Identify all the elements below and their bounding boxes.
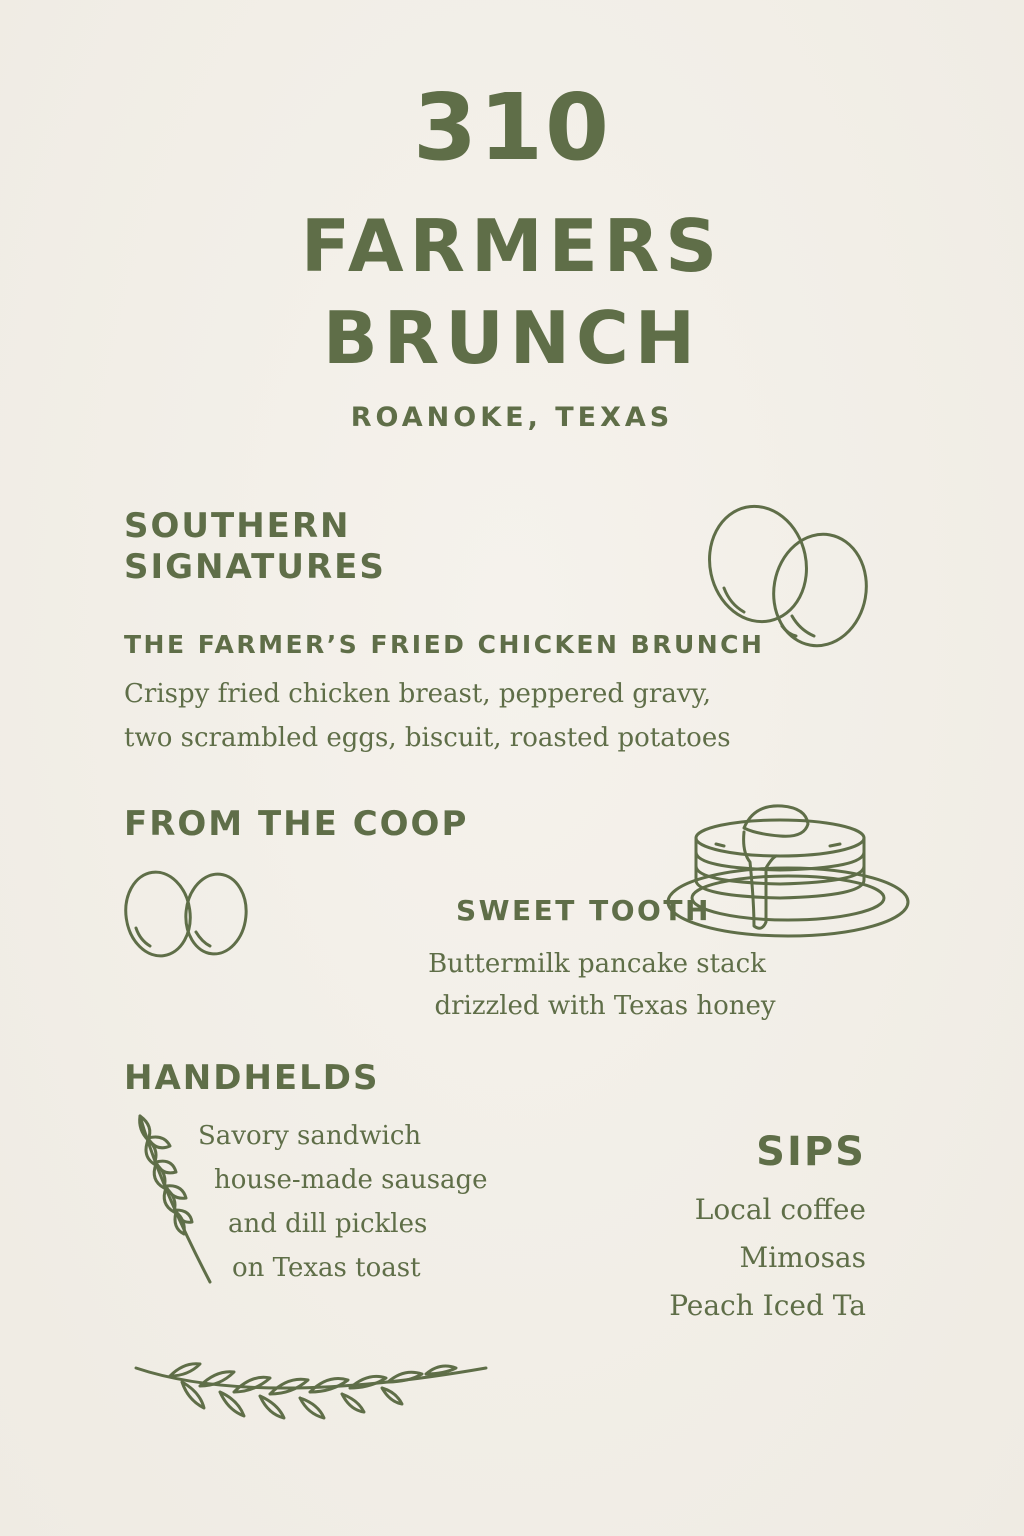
item-desc-line2: drizzled with Texas honey [434, 991, 776, 1021]
section-heading-southern-line1: SOUTHERN [124, 506, 351, 546]
sips-item-peach-tea: Peach Iced Ta [669, 1289, 866, 1322]
section-heading-southern-line2: SIGNATURES [124, 546, 386, 587]
item-desc-line1: Buttermilk pancake stack [428, 949, 766, 979]
item-desc-line1: Savory sandwich [198, 1121, 422, 1151]
item-desc-fried-chicken [124, 672, 731, 760]
item-desc-line2: two scrambled eggs, biscuit, roasted potatoes [124, 723, 731, 753]
sips-item-coffee: Local coffee [694, 1193, 866, 1226]
item-desc-line3: and dill pickles [228, 1209, 428, 1239]
section-heading-southern [124, 506, 386, 588]
item-desc-line1: Crispy fried chicken breast, peppered gravy, [124, 679, 712, 709]
sips-list [669, 1186, 866, 1330]
herb-sprig-icon [130, 1356, 490, 1436]
section-heading-handhelds: HANDHELDS [124, 1058, 380, 1098]
section-heading-sips: SIPS [756, 1129, 866, 1175]
restaurant-title-line2: BRUNCH [322, 296, 702, 380]
item-desc-handhelds [198, 1114, 488, 1290]
item-desc-line2: house-made sausage [214, 1165, 488, 1195]
section-heading-coop: FROM THE COOP [124, 804, 469, 844]
item-name-fried-chicken: THE FARMER’S FRIED CHICKEN BRUNCH [124, 630, 765, 659]
restaurant-number: 310 [412, 74, 612, 181]
eggs-icon [122, 866, 254, 962]
restaurant-title-line1: FARMERS [300, 204, 724, 288]
item-desc-sweet-tooth [380, 942, 820, 1028]
item-name-sweet-tooth: SWEET TOOTH [456, 894, 711, 927]
restaurant-location: ROANOKE, TEXAS [350, 402, 674, 433]
sips-item-mimosas: Mimosas [739, 1241, 866, 1274]
item-desc-line4: on Texas toast [232, 1253, 421, 1283]
